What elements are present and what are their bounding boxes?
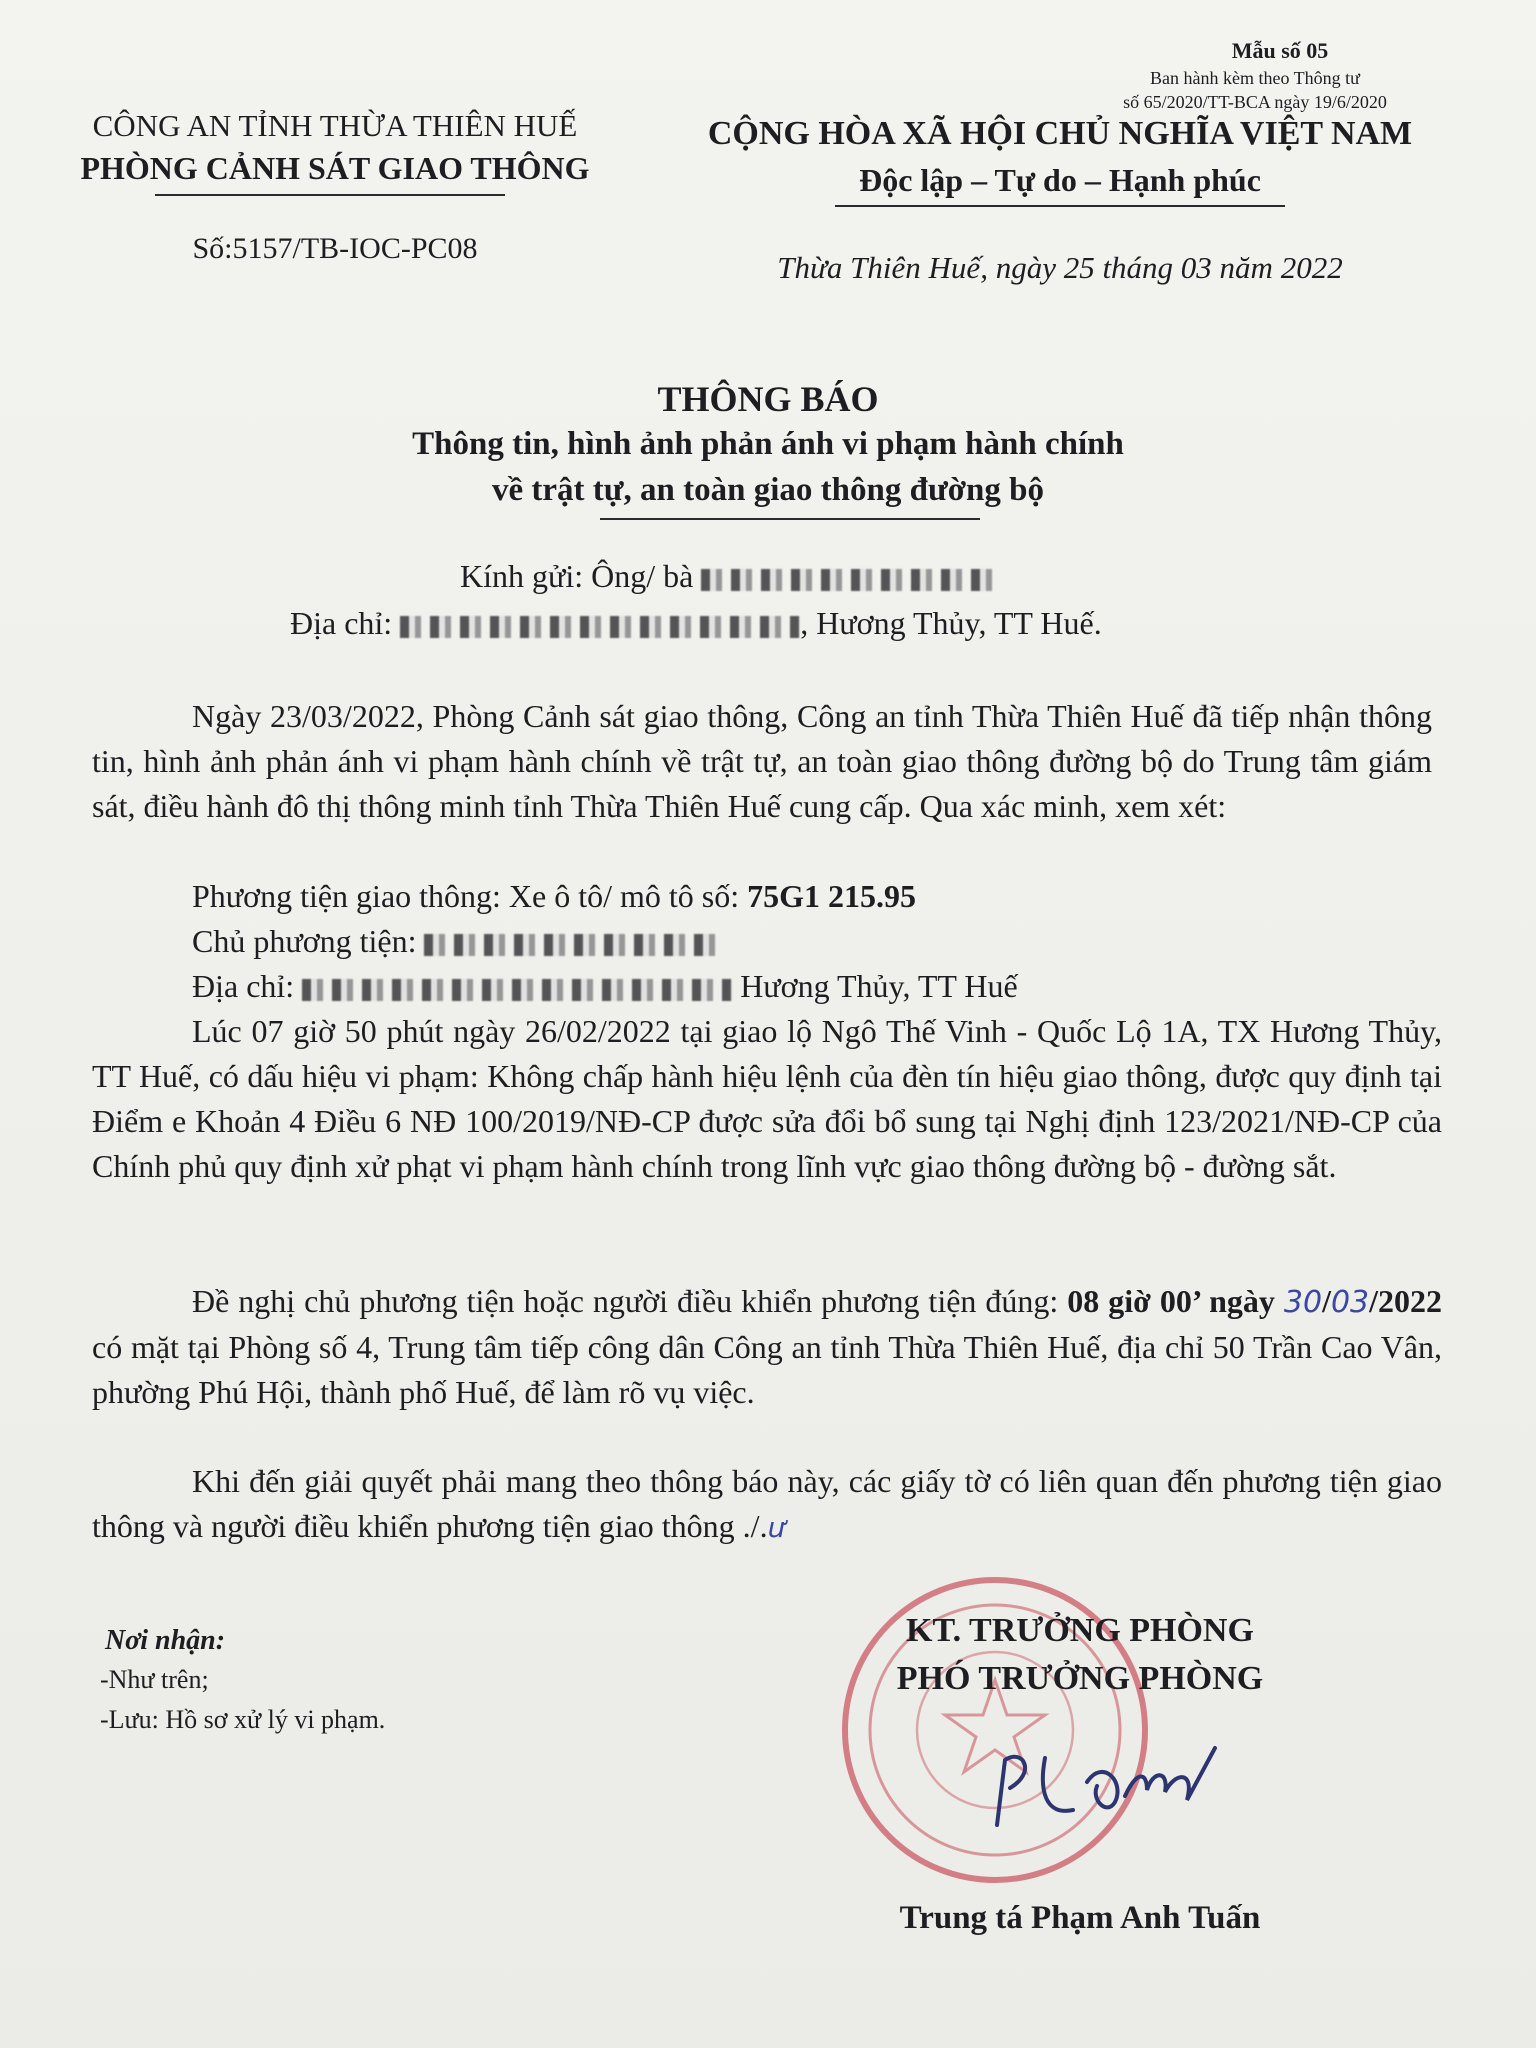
document-number: Số:5157/TB-IOC-PC08: [192, 232, 478, 265]
redacted-owner-name: [424, 934, 724, 956]
agency-name: CÔNG AN TỈNH THỪA THIÊN HUẾ: [92, 108, 578, 143]
paragraph-closing: [92, 1459, 1442, 1550]
owner-address-suffix: Hương Thủy, TT Huế: [740, 968, 1018, 1004]
form-number: Mẫu số 05: [1231, 38, 1329, 63]
form-issued-line: Ban hành kèm theo Thông tư: [1150, 68, 1360, 88]
license-plate: 75G1 215.95: [747, 878, 917, 914]
owner-address-line: [192, 964, 1018, 1009]
national-motto: Độc lập – Tự do – Hạnh phúc: [859, 162, 1261, 198]
owner-address-label: Địa chỉ:: [192, 968, 295, 1004]
recipients-item-1: -Như trên;: [100, 1665, 209, 1694]
vehicle-label: Phương tiện giao thông: Xe ô tô/ mô tô số:: [192, 878, 748, 914]
signature-title-1: KT. TRƯỞNG PHÒNG: [906, 1612, 1254, 1649]
motto-underline: [835, 205, 1285, 207]
owner-label: Chủ phương tiện:: [192, 923, 417, 959]
recipient-address-line: [290, 605, 1102, 642]
signature-title-2: PHÓ TRƯỞNG PHÒNG: [896, 1660, 1264, 1697]
request-rest: có mặt tại Phòng số 4, Trung tâm tiếp công dân Công an tỉnh Thừa Thiên Huế, địa chỉ 50 Trần Cao Vân, phường Phú Hội, thành phố Huế, để làm rõ vụ việc.: [92, 1329, 1442, 1410]
handwritten-day: 30: [1283, 1285, 1323, 1320]
owner-line: [192, 919, 724, 964]
document-subtitle-line1: Thông tin, hình ảnh phản ánh vi phạm hành chính: [412, 426, 1124, 462]
request-year: /2022: [1369, 1283, 1443, 1319]
title-underline: [600, 518, 980, 520]
request-start: Đề nghị chủ phương tiện hoặc người điều khiển phương tiện đúng:: [192, 1283, 1068, 1319]
paragraph-request: [92, 1279, 1442, 1415]
recipient-address-label: Địa chỉ:: [290, 605, 393, 641]
recipients-item-2: -Lưu: Hồ sơ xử lý vi phạm.: [100, 1705, 386, 1734]
document-subtitle-line2: về trật tự, an toàn giao thông đường bộ: [491, 472, 1044, 508]
paragraph-violation: Lúc 07 giờ 50 phút ngày 26/02/2022 tại giao lộ Ngô Thế Vinh - Quốc Lộ 1A, TX Hương Thủy, TT Huế, có dấu hiệu vi phạm: Không chấp hành hiệu lệnh của đèn tín hiệu giao thông, được quy định tại Điểm e Khoản 4 Điều 6 NĐ 100/2019/NĐ-CP được sửa đổi bổ sung tại Nghị định 123/2021/NĐ-CP của Chính phủ quy định xử phạt vi phạm hành chính trong lĩnh vực giao thông đường bộ - đường sắt.: [92, 1013, 1442, 1184]
redacted-owner-address: [302, 979, 732, 1001]
greeting-label: Kính gửi: Ông/ bà: [460, 558, 694, 594]
recipients-title: Nơi nhận:: [105, 1625, 226, 1656]
handwritten-signature: [975, 1730, 1235, 1840]
closing-text: Khi đến giải quyết phải mang theo thông báo này, các giấy tờ có liên quan đến phương tiện giao thông và người điều khiển phương tiện giao thông ./.: [92, 1463, 1442, 1544]
form-circular-line: số 65/2020/TT-BCA ngày 19/6/2020: [1123, 92, 1387, 112]
paragraph-received: Ngày 23/03/2022, Phòng Cảnh sát giao thông, Công an tỉnh Thừa Thiên Huế đã tiếp nhận thông tin, hình ảnh phản ánh vi phạm hành chính về trật tự, an toàn giao thông đường bộ do Trung tâm giám sát, điều hành đô thị thông minh tỉnh Thừa Thiên Huế cung cấp. Qua xác minh, xem xét:: [92, 698, 1432, 824]
request-time-minutes: 00’ ngày: [1159, 1283, 1275, 1319]
handwritten-mark: ư: [767, 1511, 786, 1544]
department-underline: [155, 194, 505, 196]
redacted-recipient-name: [701, 569, 1001, 591]
recipient-address-suffix: , Hương Thủy, TT Huế.: [800, 605, 1102, 641]
request-time: 08 giờ: [1067, 1283, 1151, 1319]
date-slash: /: [1322, 1283, 1331, 1319]
redacted-recipient-address: [400, 616, 800, 638]
greeting-line: [460, 558, 1001, 595]
signer-name: Trung tá Phạm Anh Tuấn: [899, 1900, 1261, 1936]
document-title: THÔNG BÁO: [657, 379, 879, 419]
department-name: PHÒNG CẢNH SÁT GIAO THÔNG: [80, 150, 590, 186]
handwritten-month: 03: [1330, 1285, 1370, 1320]
date-line: Thừa Thiên Huế, ngày 25 tháng 03 năm 2022: [777, 250, 1343, 285]
vehicle-line: [192, 874, 916, 919]
republic-title: CỘNG HÒA XÃ HỘI CHỦ NGHĨA VIỆT NAM: [707, 115, 1413, 152]
